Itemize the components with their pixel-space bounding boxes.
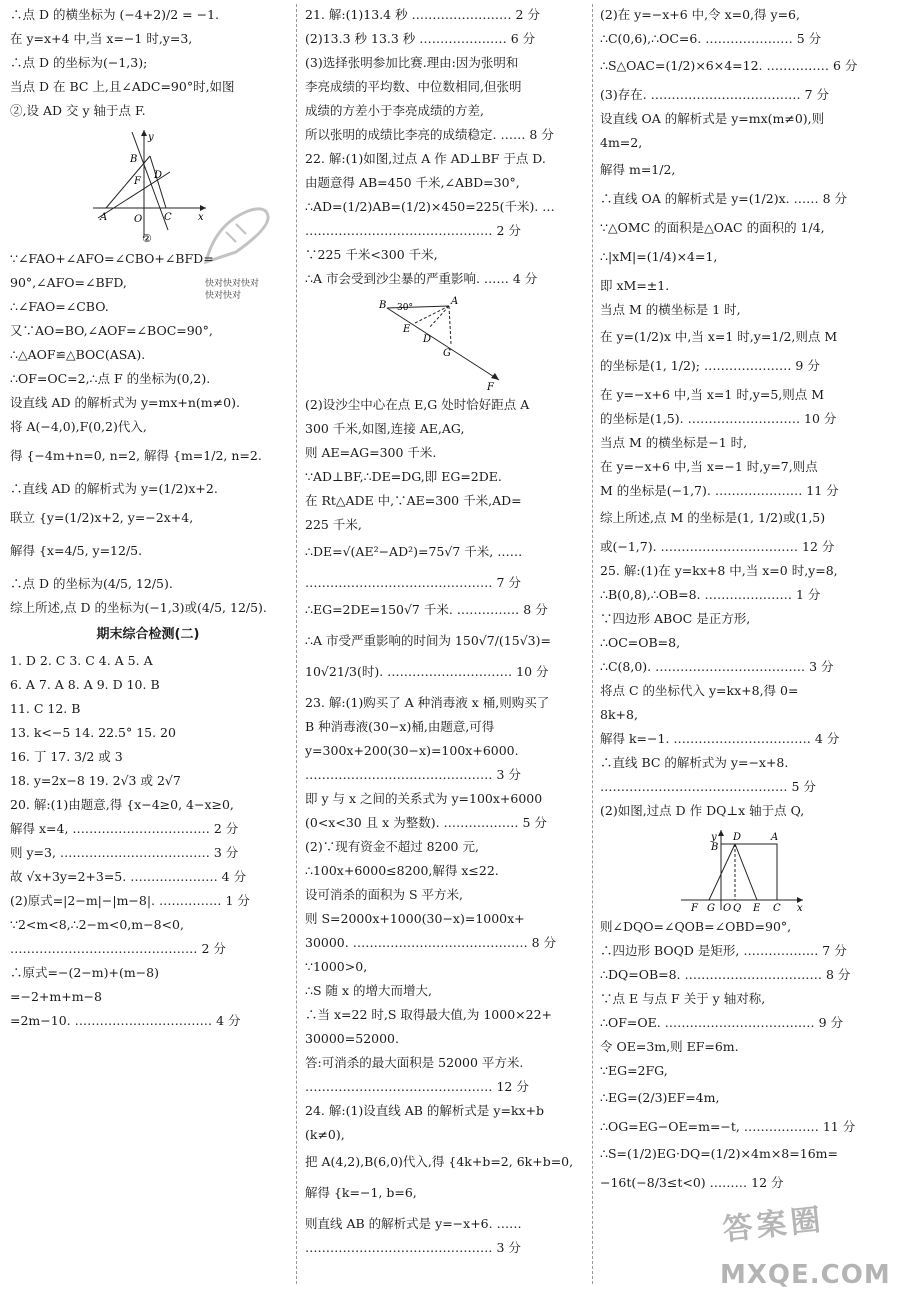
text-line: 在 y=−x+6 中,当 x=1 时,y=5,则点 M — [600, 387, 825, 402]
text-line: ∴DE=√(AE²−AD²)=75√7 千米, …… — [305, 544, 523, 559]
svg-text:A: A — [100, 212, 108, 223]
svg-text:y: y — [711, 832, 717, 843]
text-line: 则 y=3, ……………………………… 3 分 — [10, 845, 239, 860]
text-line: ∴S△OAC=(1/2)×6×4=12. …………… 6 分 — [600, 58, 858, 73]
answer-line: 16. 丁 17. 3/2 或 3 — [10, 749, 123, 764]
text-line: ……………………………………… 2 分 — [305, 223, 521, 238]
svg-text:Q: Q — [733, 903, 742, 912]
svg-text:A: A — [771, 832, 779, 843]
site-watermark: MXQE.COM — [720, 1260, 891, 1290]
text-line: ∴DQ=OB=8. …………………………… 8 分 — [600, 967, 851, 982]
text-line: ∵EG=2FG, — [600, 1063, 668, 1078]
text-line: 25. 解:(1)在 y=kx+8 中,当 x=0 时,y=8, — [600, 563, 838, 578]
text-line: ∴EG=2DE=150√7 千米. …………… 8 分 — [305, 602, 548, 617]
text-line: ∵2<m<8,∴2−m<0,m−8<0, — [10, 917, 184, 932]
text-line: ∵∠FAO+∠AFO=∠CBO+∠BFD= — [10, 251, 214, 266]
svg-text:②: ② — [142, 232, 152, 244]
text-line: 设可消杀的面积为 S 平方米, — [305, 887, 463, 902]
text-line: 90°,∠AFO=∠BFD, — [10, 275, 127, 290]
svg-text:B: B — [379, 300, 387, 311]
svg-text:D: D — [423, 334, 432, 345]
text-line: ∴C(8,0). ……………………………… 3 分 — [600, 659, 834, 674]
svg-text:D: D — [154, 170, 163, 181]
text-line: (0<x<30 且 x 为整数). ……………… 5 分 — [305, 815, 547, 830]
text-line: 解得 m=1/2, — [600, 162, 676, 177]
text-line: (2)如图,过点 D 作 DQ⊥x 轴于点 Q, — [600, 803, 805, 818]
text-line: 解得 {x=4/5, y=12/5. — [10, 543, 143, 558]
text-line: 得 {−4m+n=0, n=2, 解得 {m=1/2, n=2. — [10, 448, 262, 463]
text-line: ∴∠FAO=∠CBO. — [10, 299, 109, 314]
svg-text:F: F — [691, 903, 698, 912]
text-line: (3)选择张明参加比赛.理由:因为张明和 — [305, 55, 519, 70]
text-line: (2)设沙尘中心在点 E,G 处时恰好距点 A — [305, 397, 530, 412]
text-line: 联立 {y=(1/2)x+2, y=−2x+4, — [10, 510, 194, 525]
text-line: 10√21/3(时). ………………………… 10 分 — [305, 664, 549, 679]
text-line: 则 S=2000x+1000(30−x)=1000x+ — [305, 911, 525, 926]
text-line: ……………………………………… 3 分 — [305, 1240, 521, 1255]
text-line: 22. 解:(1)如图,过点 A 作 AD⊥BF 于点 D. — [305, 151, 546, 166]
text-line: ∴点 D 的坐标为(−1,3); — [10, 55, 148, 70]
text-line: ……………………………………… 12 分 — [305, 1079, 529, 1094]
text-line: ∵225 千米<300 千米, — [305, 247, 438, 262]
section-title: 期末综合检测(二) — [96, 627, 200, 642]
text-line: ∴OF=OE. ……………………………… 9 分 — [600, 1015, 844, 1030]
text-line: 所以张明的成绩比李亮的成绩稳定. …… 8 分 — [305, 127, 554, 142]
text-line: 由题意得 AB=450 千米,∠ABD=30°, — [305, 175, 520, 190]
text-line: 当点 M 的横坐标是 1 时, — [600, 302, 741, 317]
text-line: =2m−10. …………………………… 4 分 — [10, 1013, 241, 1028]
text-line: 当点 M 的横坐标是−1 时, — [600, 435, 748, 450]
svg-text:E: E — [403, 324, 411, 335]
text-line: 300 千米,如图,连接 AE,AG, — [305, 421, 465, 436]
text-line: (2)在 y=−x+6 中,令 x=0,得 y=6, — [600, 7, 800, 22]
text-line: ……………………………………… 5 分 — [600, 779, 816, 794]
text-line: ∴当 x=22 时,S 取得最大值,为 1000×22+ — [305, 1007, 552, 1022]
answer-line: 13. k<−5 14. 22.5° 15. 20 — [10, 725, 176, 740]
answer-line: 1. D 2. C 3. C 4. A 5. A — [10, 653, 153, 668]
text-line: ∴C(0,6),∴OC=6. ………………… 5 分 — [600, 31, 822, 46]
text-line: ∴A 市受严重影响的时间为 150√7/(15√3)= — [305, 633, 551, 648]
text-line: 成绩的方差小于李亮成绩的方差, — [305, 103, 484, 118]
text-line: 设直线 AD 的解析式为 y=mx+n(m≠0). — [10, 395, 240, 410]
text-line: (2)∵现有资金不超过 8200 元, — [305, 839, 479, 854]
answer-line: 6. A 7. A 8. A 9. D 10. B — [10, 677, 160, 692]
text-line: y=300x+200(30−x)=100x+6000. — [305, 743, 519, 758]
answer-line: 11. C 12. B — [10, 701, 81, 716]
text-line: 令 OE=3m,则 EF=6m. — [600, 1039, 739, 1054]
text-line: 即 y 与 x 之间的关系式为 y=100x+6000 — [305, 791, 543, 806]
text-line: ∴OC=OB=8, — [600, 635, 681, 650]
svg-text:F: F — [487, 382, 494, 390]
text-line: 21. 解:(1)13.4 秒 …………………… 2 分 — [305, 7, 540, 22]
text-line: ∴OF=OC=2,∴点 F 的坐标为(0,2). — [10, 371, 211, 386]
text-line: 在 Rt△ADE 中,∵AE=300 千米,AD= — [305, 493, 522, 508]
text-line: 在 y=x+4 中,当 x=−1 时,y=3, — [10, 31, 193, 46]
text-line: ∵四边形 ABOC 是正方形, — [600, 611, 751, 626]
text-line: ∴点 D 的横坐标为 (−4+2)/2 = −1. — [10, 7, 220, 22]
svg-text:G: G — [443, 348, 451, 359]
text-line: B 种消毒液(30−x)桶,由题意,可得 — [305, 719, 495, 734]
text-line: ……………………………………… 7 分 — [305, 575, 521, 590]
text-line: 解得 {k=−1, b=6, — [305, 1185, 417, 1200]
text-line: ∴|xM|=(1/4)×4=1, — [600, 249, 718, 264]
text-line: =−2+m+m−8 — [10, 989, 102, 1004]
text-line: ∴四边形 BOQD 是矩形, ……………… 7 分 — [600, 943, 847, 958]
text-line: 23. 解:(1)购买了 A 种消毒液 x 桶,则购买了 — [305, 695, 550, 710]
text-line: 则 AE=AG=300 千米. — [305, 445, 437, 460]
text-line: 8k+8, — [600, 707, 638, 722]
text-line: ∴点 D 的坐标为(4/5, 12/5). — [10, 576, 173, 591]
text-line: 则∠DQO=∠QOB=∠OBD=90°, — [600, 919, 792, 934]
stamp-text: 快对快对快对 快对快对 — [205, 279, 260, 301]
text-line: ∴△AOF≌△BOC(ASA). — [10, 347, 146, 362]
svg-text:B: B — [711, 842, 719, 853]
svg-text:C: C — [164, 212, 172, 223]
svg-text:y: y — [148, 132, 154, 143]
svg-text:x: x — [198, 212, 204, 223]
svg-text:x: x — [797, 903, 803, 912]
text-line: 即 xM=±1. — [600, 278, 670, 293]
column-divider-2 — [592, 4, 593, 1284]
figure-25-square-diagram — [677, 826, 807, 912]
svg-text:30°: 30° — [397, 303, 413, 313]
text-line: 设直线 OA 的解析式是 y=mx(m≠0),则 — [600, 111, 825, 126]
text-line: 解得 k=−1. …………………………… 4 分 — [600, 731, 840, 746]
text-line: (2)13.3 秒 13.3 秒 ………………… 6 分 — [305, 31, 536, 46]
svg-text:A: A — [451, 296, 459, 307]
text-line: 综上所述,点 D 的坐标为(−1,3)或(4/5, 12/5). — [10, 600, 267, 615]
text-line: 解得 x=4, …………………………… 2 分 — [10, 821, 239, 836]
text-line: 则直线 AB 的解析式是 y=−x+6. …… — [305, 1216, 522, 1231]
column-divider-1 — [296, 4, 297, 1284]
text-line: M 的坐标是(−1,7). ………………… 11 分 — [600, 483, 839, 498]
brand-watermark: 答案圈 — [721, 1202, 827, 1248]
figure-22-sandstorm-diagram — [379, 294, 509, 390]
text-line: 综上所述,点 M 的坐标是(1, 1/2)或(1,5) — [600, 510, 826, 525]
text-line: (2)原式=|2−m|−|m−8|. …………… 1 分 — [10, 893, 250, 908]
text-line: ∴B(0,8),∴OB=8. ………………… 1 分 — [600, 587, 821, 602]
text-line: ∴100x+6000≤8200,解得 x≤22. — [305, 863, 499, 878]
text-line: ……………………………………… 3 分 — [305, 767, 521, 782]
text-line: 在 y=−x+6 中,当 x=−1 时,y=7,则点 — [600, 459, 818, 474]
text-line: ∴A 市会受到沙尘暴的严重影响. …… 4 分 — [305, 271, 538, 286]
column-right — [600, 6, 884, 1286]
text-line: 的坐标是(1, 1/2); ………………… 9 分 — [600, 358, 820, 373]
text-line: ∵点 E 与点 F 关于 y 轴对称, — [600, 991, 766, 1006]
text-line: −16t(−8/3≤t<0) ……… 12 分 — [600, 1175, 784, 1190]
svg-text:C: C — [773, 903, 781, 912]
column-left — [10, 6, 286, 1286]
text-line: ∴直线 OA 的解析式是 y=(1/2)x. …… 8 分 — [600, 191, 847, 206]
text-line: ∴直线 AD 的解析式为 y=(1/2)x+2. — [10, 481, 218, 496]
text-line: ②,设 AD 交 y 轴于点 F. — [10, 103, 146, 118]
text-line: ∵AD⊥BF,∴DE=DG,即 EG=2DE. — [305, 469, 502, 484]
text-line: 或(−1,7). …………………………… 12 分 — [600, 539, 835, 554]
answer-line: 18. y=2x−8 19. 2√3 或 2√7 — [10, 773, 181, 788]
carrot-stamp-watermark — [196, 192, 276, 272]
text-line: 答:可消杀的最大面积是 52000 平方米. — [305, 1055, 524, 1070]
text-line: 李亮成绩的平均数、中位数相同,但张明 — [305, 79, 522, 94]
text-line: ∵1000>0, — [305, 959, 368, 974]
figure-2-coordinate-diagram — [88, 126, 208, 244]
svg-text:E: E — [753, 903, 761, 912]
svg-text:F: F — [134, 176, 141, 187]
text-line: 将点 C 的坐标代入 y=kx+8,得 0= — [600, 683, 799, 698]
text-line: 当点 D 在 BC 上,且∠ADC=90°时,如图 — [10, 79, 235, 94]
text-line: ∴S=(1/2)EG·DQ=(1/2)×4m×8=16m= — [600, 1146, 838, 1161]
text-line: 4m=2, — [600, 135, 643, 150]
svg-text:O: O — [134, 214, 143, 225]
svg-text:G: G — [707, 903, 715, 912]
svg-text:B: B — [130, 154, 138, 165]
text-line: ∵△OMC 的面积是△OAC 的面积的 1/4, — [600, 220, 825, 235]
text-line: 225 千米, — [305, 517, 362, 532]
text-line: ∴OG=EG−OE=m=−t, ……………… 11 分 — [600, 1119, 856, 1134]
text-line: 24. 解:(1)设直线 AB 的解析式是 y=kx+b — [305, 1103, 545, 1118]
svg-text:O: O — [723, 903, 732, 912]
text-line: (k≠0), — [305, 1127, 345, 1142]
text-line: 故 √x+3y=2+3=5. ………………… 4 分 — [10, 869, 247, 884]
text-line: 30000=52000. — [305, 1031, 399, 1046]
text-line: ∴EG=(2/3)EF=4m, — [600, 1090, 720, 1105]
text-line: 在 y=(1/2)x 中,当 x=1 时,y=1/2,则点 M — [600, 329, 838, 344]
text-line: ∴直线 BC 的解析式为 y=−x+8. — [600, 755, 789, 770]
column-middle — [305, 6, 583, 1286]
text-line: 将 A(−4,0),F(0,2)代入, — [10, 419, 147, 434]
svg-text:D: D — [733, 832, 742, 843]
text-line: 20. 解:(1)由题意,得 {x−4≥0, 4−x≥0, — [10, 797, 234, 812]
text-line: ∴S 随 x 的增大而增大, — [305, 983, 432, 998]
text-line: 把 A(4,2),B(6,0)代入,得 {4k+b=2, 6k+b=0, — [305, 1154, 574, 1169]
text-line: ……………………………………… 2 分 — [10, 941, 226, 956]
text-line: (3)存在. ……………………………… 7 分 — [600, 87, 830, 102]
text-line: 的坐标是(1,5). ……………………… 10 分 — [600, 411, 837, 426]
text-line: 30000. …………………………………… 8 分 — [305, 935, 557, 950]
text-line: 又∵AO=BO,∠AOF=∠BOC=90°, — [10, 323, 213, 338]
text-line: ∴原式=−(2−m)+(m−8) — [10, 965, 159, 980]
text-line: ∴AD=(1/2)AB=(1/2)×450=225(千米). … — [305, 199, 555, 214]
